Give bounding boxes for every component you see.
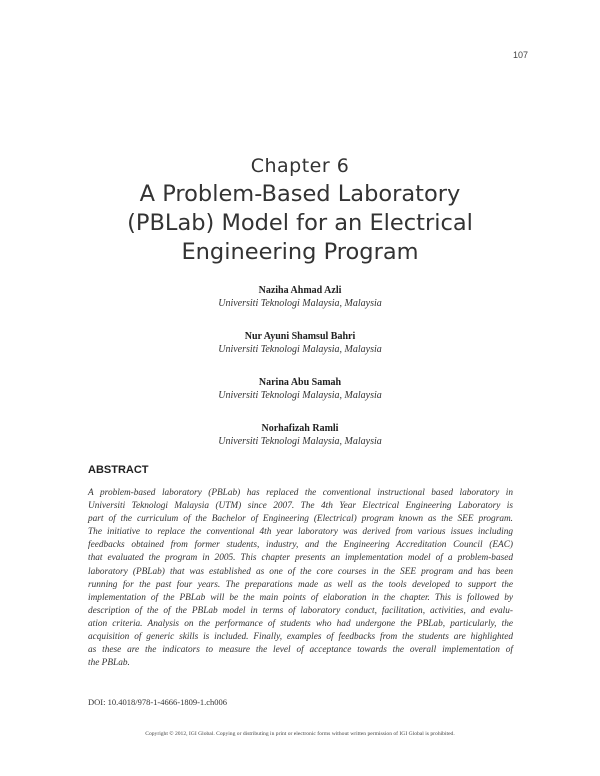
- author-affiliation: Universiti Teknologi Malaysia, Malaysia: [218, 298, 382, 309]
- abstract-line: running for the past four years. The preparations made as well as the tools developed to support the: [88, 579, 513, 590]
- abstract-line: description of the of the PBLab model in terms of laboratory conduct, facilitation, activities, and evalu-: [88, 605, 513, 616]
- page-number: 107: [512, 50, 528, 60]
- abstract-line: A problem-based laboratory (PBLab) has replaced the conventional instructional based laboratory in: [88, 488, 513, 498]
- author-affiliation: Universiti Teknologi Malaysia, Malaysia: [218, 436, 382, 447]
- title-line: A Problem-Based Laboratory: [139, 181, 461, 207]
- abstract-line: as these are the indicators to measure the level of acceptance towards the overall implementation of: [88, 645, 513, 656]
- abstract-line: implementation of the PBLab will be the main points of elaboration in the chapter. This is followed by: [88, 592, 513, 603]
- copyright-notice: Copyright © 2012, IGI Global. Copying or distributing in print or electronic forms without written permission of IGI Global is prohibited.: [145, 731, 455, 737]
- author-affiliation: Universiti Teknologi Malaysia, Malaysia: [218, 344, 382, 355]
- abstract-line: laboratory (PBLab) that was established as one of the core courses in the SEE program and has been: [88, 566, 513, 577]
- author-name: Norhafizah Ramli: [261, 423, 339, 434]
- abstract-line: acquisition of generic skills is included. Finally, examples of feedbacks from the students are highlighted: [88, 632, 513, 643]
- author-block: [0, 284, 600, 330]
- abstract-body: [88, 487, 513, 670]
- title-line: Engineering Program: [181, 239, 419, 265]
- author-block: [0, 330, 600, 376]
- abstract-line: Universiti Teknologi Malaysia (UTM) since 2007. The 4th Year Electrical Engineering Laboratory is: [88, 501, 513, 512]
- abstract-line: that evaluated the program in 2005. This chapter presents an implementation model of a problem-based: [88, 553, 513, 564]
- abstract-line: part of the curriculum of the Bachelor of Engineering (Electrical) program known as the SEE program.: [88, 514, 513, 525]
- author-block: [0, 376, 600, 422]
- author-name: Narina Abu Samah: [258, 377, 342, 388]
- chapter-label: Chapter 6: [250, 155, 350, 177]
- abstract-line: The initiative to replace the conventional 4th year laboratory was derived from various issues including: [88, 527, 513, 538]
- chapter-title: [0, 180, 600, 267]
- author-block: [0, 422, 600, 468]
- author-list: [0, 284, 600, 468]
- author-name: Naziha Ahmad Azli: [258, 285, 342, 296]
- author-name: Nur Ayuni Shamsul Bahri: [244, 331, 356, 342]
- doi: DOI: 10.4018/978-1-4666-1809-1.ch006: [88, 697, 228, 707]
- abstract-line: feedbacks obtained from former students, industry, and the Engineering Accreditation Council (EAC): [88, 540, 513, 551]
- abstract-heading: ABSTRACT: [88, 464, 149, 476]
- author-affiliation: Universiti Teknologi Malaysia, Malaysia: [218, 390, 382, 401]
- abstract-line: the PBLab.: [88, 658, 130, 669]
- abstract-line: ation criteria. Analysis on the performance of students who had undergone the PBLab, particularly, the: [88, 618, 513, 629]
- title-line: (PBLab) Model for an Electrical: [127, 210, 473, 236]
